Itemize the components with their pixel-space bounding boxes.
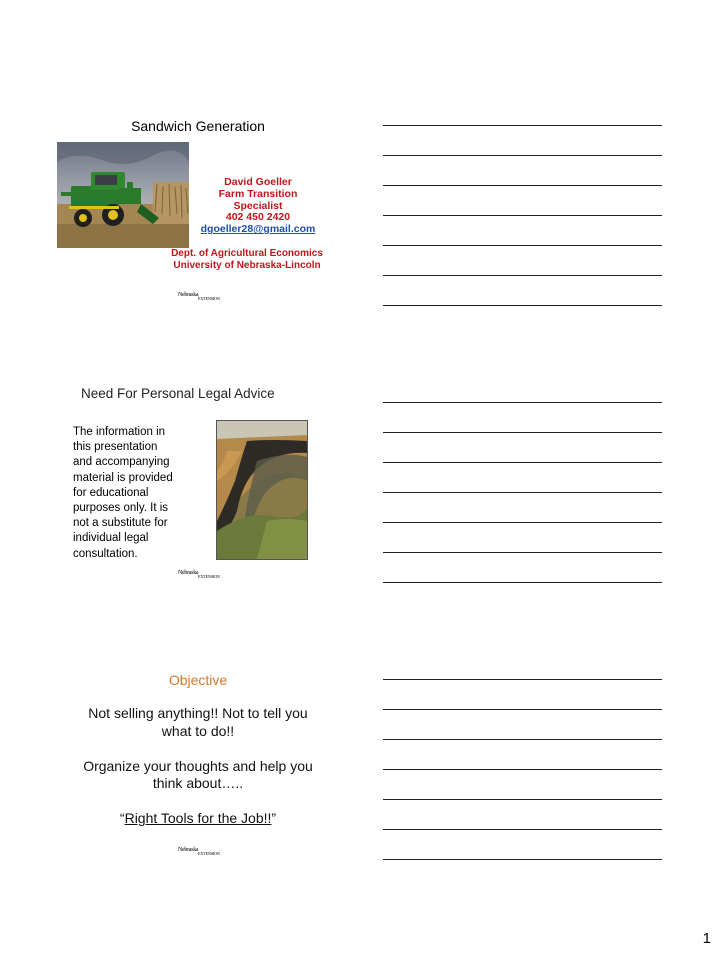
notes-line [383, 432, 662, 433]
nebraska-extension-logo: Nebraska EXTENSION [178, 292, 220, 301]
notes-line [383, 492, 662, 493]
speaker-email-link[interactable]: dgoeller28@gmail.com [200, 223, 316, 236]
notes-line [383, 275, 662, 276]
page-number: 1 [702, 930, 711, 947]
university-name: University of Nebraska-Lincoln [173, 260, 321, 271]
combine-harvester-photo [57, 142, 189, 248]
speaker-title-line1: Farm Transition [218, 187, 298, 200]
notes-line [383, 799, 662, 800]
notes-line [383, 522, 662, 523]
slide2-title: Need For Personal Legal Advice [81, 386, 275, 401]
notes-line [383, 679, 662, 680]
objective-point-1: Not selling anything!! Not to tell you what to do!! [88, 705, 308, 739]
objective-point-2: Organize your thoughts and help you think about….. [83, 757, 313, 791]
notes-line [383, 709, 662, 710]
notes-line [383, 552, 662, 553]
objective-quote: “Right Tools for the Job!!” [119, 810, 277, 826]
field-landscape-photo [216, 420, 308, 560]
notes-line [383, 305, 662, 306]
notes-line [383, 402, 662, 403]
nebraska-extension-logo: Nebraska EXTENSION [178, 570, 220, 579]
notes-line [383, 582, 662, 583]
disclaimer-text: The information in this presentation and accompanying material is provided for educational purposes only. It is not a substitute for individual legal consultation. [73, 426, 173, 560]
notes-line [383, 462, 662, 463]
speaker-phone: 402 450 2420 [225, 211, 291, 224]
notes-line [383, 829, 662, 830]
speaker-name: David Goeller [224, 176, 292, 188]
notes-line [383, 769, 662, 770]
notes-line [383, 215, 662, 216]
notes-line [383, 245, 662, 246]
department-info [162, 248, 332, 272]
notes-line [383, 155, 662, 156]
notes-line [383, 739, 662, 740]
slide1-title: Sandwich Generation [131, 118, 265, 134]
department-name: Dept. of Agricultural Economics [171, 248, 323, 259]
slide3-title: Objective [168, 672, 228, 688]
notes-line [383, 125, 662, 126]
notes-line [383, 859, 662, 860]
nebraska-extension-logo: Nebraska EXTENSION [178, 847, 220, 856]
speaker-info [180, 177, 336, 236]
speaker-title-line2: Specialist [233, 199, 283, 212]
notes-line [383, 185, 662, 186]
objective-body [60, 705, 336, 845]
